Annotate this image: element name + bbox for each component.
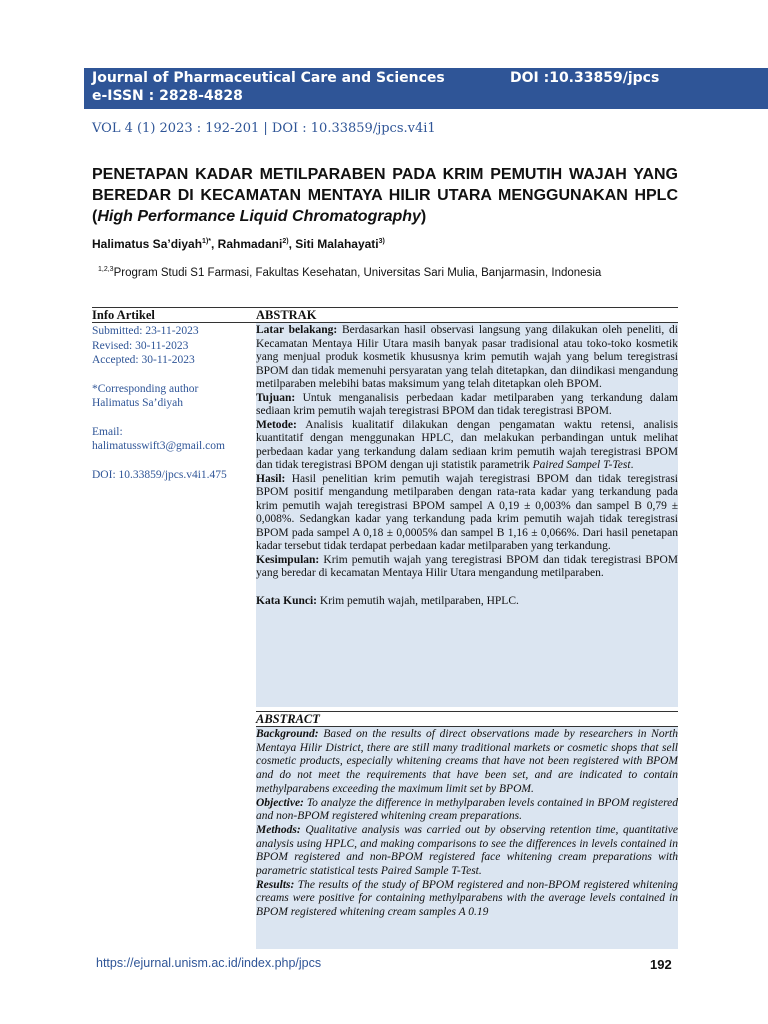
corresponding-name: Halimatus Sa’diyah (92, 397, 184, 409)
abstrak-body: Latar belakang: Berdasarkan hasil observasi langsung yang dilakukan oleh peneliti, di Kecamatan Mentaya Hilir Utara masih banyak pasar tradisional atau toko-toko kosmetik yang menjual produk kosmetik khususnya krim pemutih wajah yang belum teregistrasi BPOM dan tidak memenuhi persyaratan yang telah ditetapkan, dan diindikasi mengandung metilparaben melebihi batas maksimum yang telah ditetapkan oleh BPOM. Tujuan: Untuk menganalisis perbedaan kadar metilparaben yang terkandung dalam sediaan krim pemutih wajah teregistrasi BPOM dan tidak teregistrasi BPOM. Metode: Analisis kualitatif dilakukan dengan pengamatan waktu retensi, analisis kuantitatif dengan menggunakan HPLC, dan melakukan perbandingan untuk melihat perbedaan kadar yang terkandung dalam sediaan krim pemutih wajah teregistrasi BPOM dan tidak teregistrasi BPOM dengan uji statistik parametrik Paired Sampel T-Test. Hasil: Hasil penelitian krim pemutih wajah teregistrasi BPOM dan tidak teregistrasi BPOM positif mengandung metilparaben dengan rata-rata kadar yang terkandung pada krim pemutih wajah teregistrasi BPOM sampel A 0,19 ± 0,003% dan sampel B 0,79 ± 0,008%. Sedangkan kadar yang terkandung pada krim pemutih wajah tidak teregistrasi BPOM pada sampel A 0,18 ± 0,0005% dan sampel B 1,16 ± 0,066%. Dari hasil penetapan kadar tersebut tidak terdapat perbedaan kadar metilparaben yang terkandung. Kesimpulan: Krim pemutih wajah yang teregistrasi BPOM dan tidak teregistrasi BPOM yang beredar di kecamatan Mentaya Hilir Utara mengandung metilparaben. Kata Kunci: Krim pemutih wajah, metilparaben, HPLC. (256, 324, 679, 607)
email-link[interactable]: halimatusswift3@gmail.com (92, 440, 225, 452)
journal-eissn: e-ISSN : 2828-4828 (92, 88, 243, 104)
abstract-heading: ABSTRACT (256, 712, 320, 726)
corresponding-label: *Corresponding author (92, 382, 199, 395)
journal-header-bar (84, 68, 768, 109)
author-list: Halimatus Sa’diyah$^{1)*}$, Rahmadani$^{2)}$, Siti Malahayati$^{3)}$ (92, 237, 385, 251)
article-doi[interactable]: DOI: 10.33859/jpcs.v4i1.475 (92, 468, 227, 481)
page-number: 192 (650, 957, 672, 972)
journal-doi: DOI :10.33859/jpcs (510, 70, 660, 86)
paper-title: PENETAPAN KADAR METILPARABEN PADA KRIM PEMUTIH WAJAH YANG BEREDAR DI KECAMATAN MENTAYA HILIR UTARA MENGGUNAKAN HPLC (High Performance Liquid Chromatography) (92, 166, 678, 225)
journal-name: Journal of Pharmaceutical Care and Sciences (92, 70, 445, 86)
divider-top (92, 307, 678, 308)
abstract-body: Background: Based on the results of direct observations made by researchers in North Mentaya Hilir District, there are still many traditional markets or cosmetic shops that sell cosmetic products, especially whitening creams that have not been registered with BPOM and do not meet the requirements that have been set, and are indicated to contain methylparabens exceeding the maximum limit set by BPOM. Objective: To analyze the difference in methylparaben levels contained in BPOM registered and non-BPOM registered whitening cream preparations. Methods: Qualitative analysis was carried out by observing retention time, quantitative analysis using HPLC, and making comparisons to see the differences in levels contained in BPOM registered and non-BPOM registered face whitening cream preparations with parametric statistical tests Paired Sample T-Test. Results: The results of the study of BPOM registered and non-BPOM registered whitening creams were positive for containing methylparabens with the average levels contained in BPOM registered whitening cream samples A 0.19 (256, 728, 678, 919)
submitted-date: Submitted: 23-11-2023 (92, 325, 199, 337)
article-info (92, 324, 252, 496)
journal-url-link[interactable]: https://ejurnal.unism.ac.id/index.php/jpcs (96, 956, 322, 970)
email-label: Email: (92, 425, 123, 438)
info-artikel-heading: Info Artikel (92, 308, 155, 322)
accepted-date: Accepted: 30-11-2023 (92, 354, 195, 366)
revised-date: Revised: 30-11-2023 (92, 339, 189, 352)
abstrak-heading: ABSTRAK (256, 308, 317, 322)
keywords: Kata Kunci: Krim pemutih wajah, metilparaben, HPLC. (256, 594, 519, 607)
affiliation: $^{1,2,3}$Program Studi S1 Farmasi, Fakultas Kesehatan, Universitas Sari Mulia, Banjarmasin, Indonesia (98, 266, 602, 279)
volume-line: VOL 4 (1) 2023 : 192-201 | DOI : 10.33859/jpcs.v4i1 (92, 121, 436, 136)
